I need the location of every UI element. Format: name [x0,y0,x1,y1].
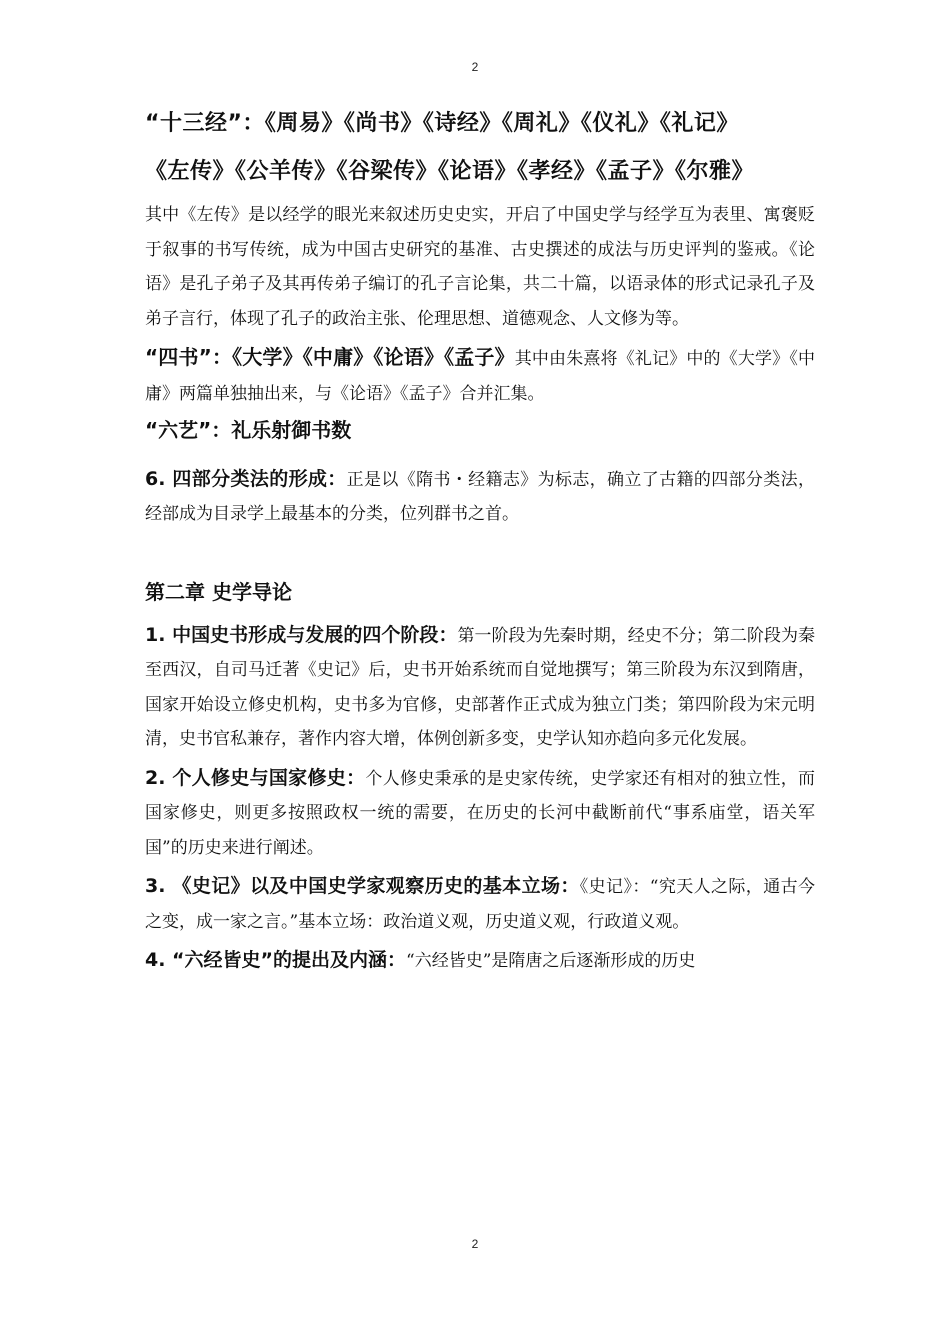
paragraph-zuozhuan-lunyu: 其中《左传》是以经学的眼光来叙述历史史实，开启了中国史学与经学互为表里、寓褒贬于叙事的书写传统，成为中国古史研究的基准、古史撰述的成法与历史评判的鉴戒。《论语》是孔子弟子及其再传弟子编订的孔子言论集，共二十篇，以语录体的形式记录孔子及弟子言行，体现了孔子的政治主张、伦理思想、道德观念、人文修为等。 [145,205,815,329]
item-1-heading: 1. 中国史书形成与发展的四个阶段： [145,623,458,646]
shisanjing-line-1: “十三经”：《周易》《尚书》《诗经》《周礼》《仪礼》《礼记》 [145,111,739,136]
item-2-text: 个人修史秉承的是史家传统，史学家还有相对的独立性，而国家修史，则更多按照政权一统的需要，在历史的长河中截断前代“事系庙堂，语关军国”的历史来进行阐述。 [145,768,816,858]
item-2-paragraph [145,761,815,866]
sishu-heading: “四书”：《大学》《中庸》《论语》《孟子》 [145,345,515,369]
liuyi-line [145,413,815,450]
item-1-text: 第一阶段为先秦时期，经史不分；第二阶段为秦至西汉，自司马迁著《史记》后，史书开始系统而自觉地撰写；第三阶段为东汉到隋唐，国家开始设立修史机构，史书多为官修，史部著作正式成为独立门类；第四阶段为宋元明清，史书官私兼存，著作内容大增，体例创新多变，史学认知亦趋向多元化发展。 [145,625,816,749]
page-number-top: 2 [471,60,479,74]
item-1-paragraph [145,618,815,757]
chapter-title: 第二章 史学导论 [145,579,292,604]
shisanjing-line-2: 《左传》《公羊传》《谷梁传》《论语》《孝经》《孟子》《尔雅》 [145,159,755,184]
item-3-heading: 3. 《史记》以及中国史学家观察历史的基本立场： [145,875,580,897]
item-6-text: 正是以《隋书・经籍志》为标志，确立了古籍的四部分类法，经部成为目录学上最基本的分类，位列群书之首。 [145,469,815,524]
item-4-paragraph [145,943,815,979]
sishu-text: 其中由朱熹将《礼记》中的《大学》《中庸》两篇单独抽出来，与《论语》《孟子》合并汇集。 [145,349,815,404]
page-number-bottom: 2 [471,1237,479,1251]
liuyi-heading: “六艺”：礼乐射御书数 [145,418,352,442]
item-3-text: 《史记》：“究天人之际，通古今之变，成一家之言。”基本立场：政治道义观，历史道义观，行政道义观。 [145,877,815,932]
item-4-text: “六经皆史”是隋唐之后逐渐形成的历史 [406,951,696,971]
document-body [145,100,815,979]
item-2-heading: 2. 个人修史与国家修史： [145,766,366,789]
sishu-paragraph [145,340,815,411]
item-6-heading: 6. 四部分类法的形成： [145,467,347,490]
item-4-heading: 4. “六经皆史”的提出及内涵： [145,949,407,971]
item-3-paragraph [145,869,815,939]
item-6-paragraph [145,462,815,532]
